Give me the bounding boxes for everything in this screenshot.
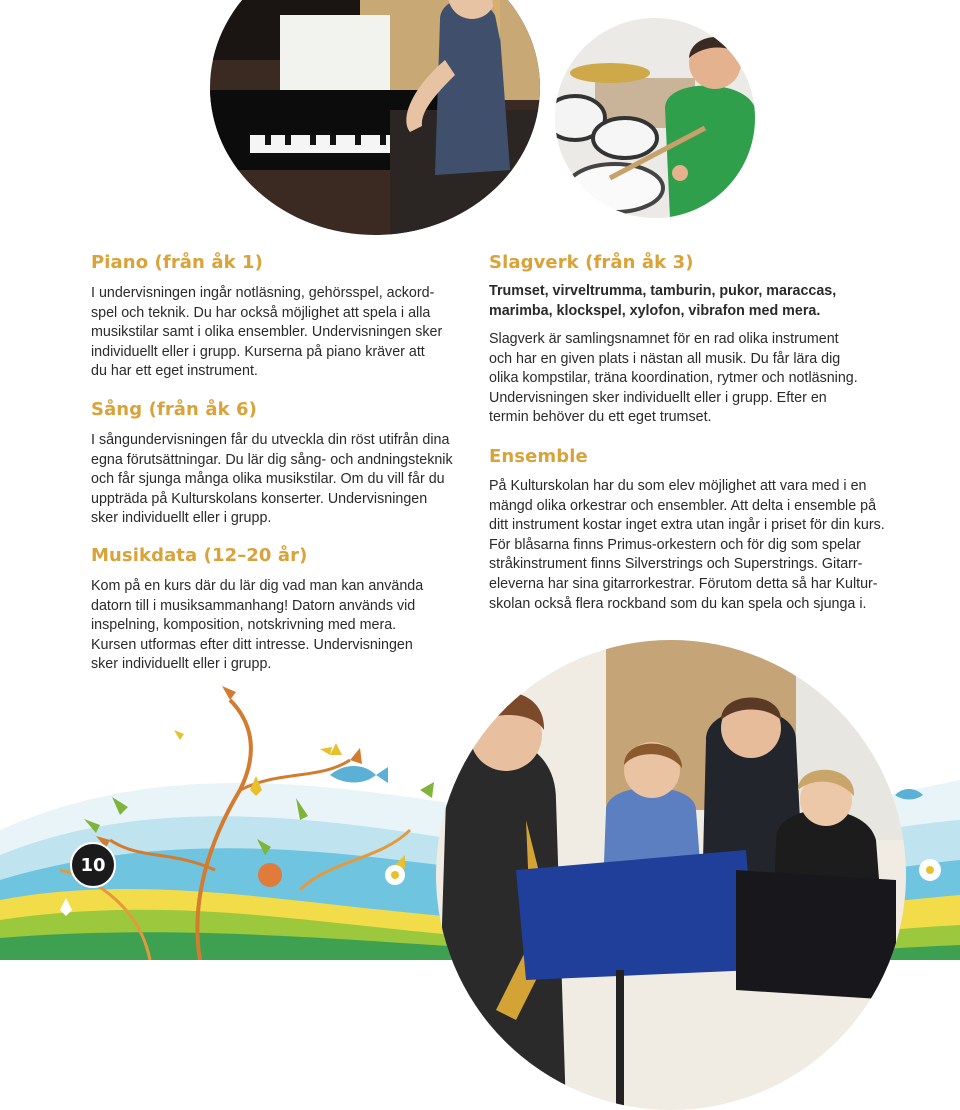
musikdata-heading: Musikdata (12–20 år) [91,545,308,566]
text-line: Trumset, virveltrumma, tamburin, pukor, maraccas, [489,283,837,299]
ensemble-rehearsal-photo [436,640,906,1110]
text-line: Kom på en kurs där du lär dig vad man kan använda [91,578,424,594]
text-line: eleverna har sina gitarrorkestrar. Förutom detta så har Kultur- [489,575,878,592]
text-line: marimba, klockspel, xylofon, vibrafon med mera. [489,302,821,319]
text-line: egna förutsättningar. Du lär dig sång- och andningsteknik [91,451,453,468]
text-line: stråkinstrument finns Silverstrings och Superstrings. Gitarr- [489,556,863,573]
text-line: På Kulturskolan har du som elev möjlighet att vara med i en [489,478,867,494]
piano-body-text [91,284,481,382]
text-line: sker individuellt eller i grupp. [91,510,272,527]
musikdata-body-text [91,577,481,675]
slagverk-body-text [489,330,919,428]
slagverk-instrument-list [489,282,909,321]
text-line: mängd olika orkestrar och ensembler. Att delta i ensemble på [489,497,877,514]
text-line: datorn till i musiksammanhang! Datorn används vid [91,597,416,614]
text-line: Undervisningen sker individuellt eller i grupp. Efter en [489,389,827,406]
text-line: olika kompstilar, träna koordination, rytmer och notläsning. [489,370,858,387]
text-line: skolan också flera rockband som du kan spela och sjunga i. [489,595,867,612]
piano-student-photo [210,0,540,235]
text-line: och har en given plats i nästan all musik. Du får lära dig [489,350,841,367]
text-line: ditt instrument kostar inget extra utan ingår i priset för din kurs. [489,517,885,534]
text-line: och får sjunga många olika musikstilar. Om du vill får du [91,471,445,488]
ensemble-heading: Ensemble [489,446,588,467]
text-line: Kursen utformas efter ditt intresse. Undervisningen [91,636,413,653]
slagverk-heading: Slagverk (från åk 3) [489,252,694,273]
text-line: I undervisningen ingår notläsning, gehörsspel, ackord- [91,285,435,301]
text-line: inspelning, komposition, notskrivning med mera. [91,617,397,634]
text-line: I sångundervisningen får du utveckla din röst utifrån dina [91,432,450,448]
page-number-badge: 10 [70,842,116,888]
ensemble-body-text [489,477,929,614]
text-line: uppträda på Kulturskolans konserter. Undervisningen [91,490,428,507]
text-line: musikstilar samt i olika ensembler. Undervisningen sker [91,324,443,341]
sang-body-text [91,431,481,529]
text-line: För blåsarna finns Primus-orkestern och för dig som spelar [489,536,861,553]
drum-student-photo [555,18,755,218]
text-line: termin behöver du ett eget trumset. [489,409,712,426]
text-line: individuellt eller i grupp. Kurserna på piano kräver att [91,343,425,360]
text-line: sker individuellt eller i grupp. [91,656,272,673]
text-line: du har ett eget instrument. [91,363,258,380]
text-line: Slagverk är samlingsnamnet för en rad olika instrument [489,331,839,347]
piano-heading: Piano (från åk 1) [91,252,263,273]
text-line: spel och teknik. Du har också möjlighet att spela i alla [91,304,431,321]
sang-heading: Sång (från åk 6) [91,399,257,420]
